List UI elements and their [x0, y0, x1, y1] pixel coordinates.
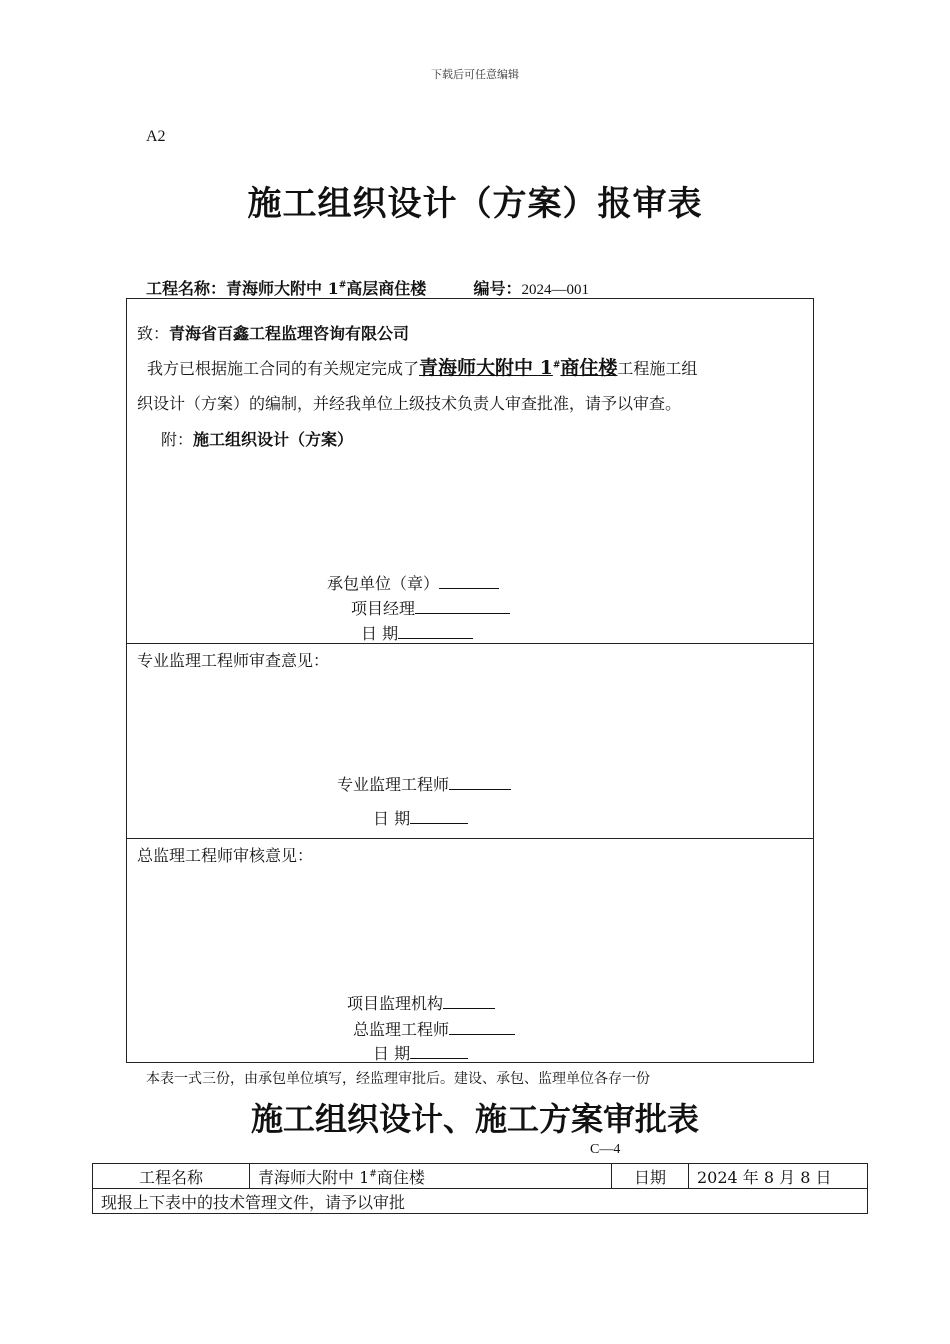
contractor-label: 承包单位（章） [327, 574, 440, 593]
supervisor-review-heading: 专业监理工程师审查意见： [137, 651, 330, 670]
approval-table [92, 1163, 868, 1214]
body-line-2: 织设计（方案）的编制，并经我单位上级技术负责人审查批准，请予以审查。 [137, 394, 682, 413]
chief-line [353, 1017, 515, 1040]
submission-section [126, 298, 814, 644]
date-line-2 [373, 806, 468, 829]
chief-review-section [126, 838, 814, 1063]
attachment-value: 施工组织设计（方案） [193, 430, 354, 449]
body-prefix: 我方已根据施工合同的有关规定完成了 [147, 359, 420, 378]
addressee-line [137, 321, 409, 344]
body-project-suffix: 商住楼 [560, 357, 618, 379]
body-project: 青海师大附中 1 [419, 357, 553, 379]
request-cell: 现报上下表中的技术管理文件，请予以审批 [93, 1189, 868, 1214]
project-number-value: 2024—001 [521, 282, 589, 298]
date-value-cell: 2024 年 8 月 8 日 [689, 1164, 868, 1189]
date-label-cell: 日期 [612, 1164, 689, 1189]
date-blank-2[interactable] [410, 809, 468, 824]
chief-review-heading: 总监理工程师审核意见： [137, 846, 314, 865]
project-value-cell [250, 1164, 612, 1189]
header-note: 下载后可任意编辑 [431, 68, 519, 81]
body-project-sup: # [552, 360, 561, 371]
engineer-blank[interactable] [449, 775, 511, 790]
date-label-1: 日 期 [361, 624, 399, 643]
contractor-blank[interactable] [439, 574, 499, 589]
date-label-3: 日 期 [373, 1044, 411, 1063]
body-suffix: 工程施工组 [617, 359, 698, 378]
attachment-line [161, 427, 353, 450]
addressee-label: 致： [137, 324, 170, 343]
footnote: 本表一式三份，由承包单位填写，经监理审批后。建设、承包、监理单位各存一份 [146, 1071, 650, 1087]
org-label: 项目监理机构 [347, 994, 444, 1013]
chief-blank[interactable] [449, 1020, 515, 1035]
org-blank[interactable] [443, 994, 495, 1009]
project-name-value: 青海师大附中 1 [226, 279, 339, 298]
manager-label: 项目经理 [351, 599, 416, 618]
date-blank-1[interactable] [398, 624, 473, 639]
table-row [93, 1189, 868, 1214]
manager-line [351, 596, 510, 619]
form-code: A2 [146, 128, 166, 145]
engineer-line [337, 772, 511, 795]
contractor-line [327, 571, 499, 594]
table-row [93, 1164, 868, 1189]
addressee-value: 青海省百鑫工程监理咨询有限公司 [169, 324, 410, 343]
body-line-1 [147, 353, 697, 380]
project-name-suffix: 高层商住楼 [346, 279, 427, 298]
table-project-suffix: 商住楼 [376, 1167, 425, 1187]
form-code-2: C—4 [590, 1142, 621, 1157]
project-label-cell: 工程名称 [93, 1164, 250, 1189]
page-title: 施工组织设计（方案）报审表 [247, 184, 703, 224]
second-title: 施工组织设计、施工方案审批表 [250, 1100, 699, 1138]
date-line-3 [373, 1041, 468, 1064]
org-line [347, 991, 495, 1014]
table-project-value: 青海师大附中 1 [258, 1167, 370, 1187]
project-name-label: 工程名称： [146, 279, 227, 298]
chief-label: 总监理工程师 [353, 1020, 450, 1039]
date-line-1 [361, 621, 473, 644]
attachment-label: 附： [161, 430, 194, 449]
supervisor-review-section [126, 643, 814, 839]
project-number-label: 编号： [473, 279, 522, 298]
manager-blank[interactable] [415, 599, 510, 614]
date-blank-3[interactable] [410, 1044, 468, 1059]
project-line [146, 276, 589, 299]
table-project-sup: # [369, 1169, 377, 1180]
date-label-2: 日 期 [373, 809, 411, 828]
project-name-sup: # [338, 280, 347, 291]
engineer-label: 专业监理工程师 [337, 775, 450, 794]
